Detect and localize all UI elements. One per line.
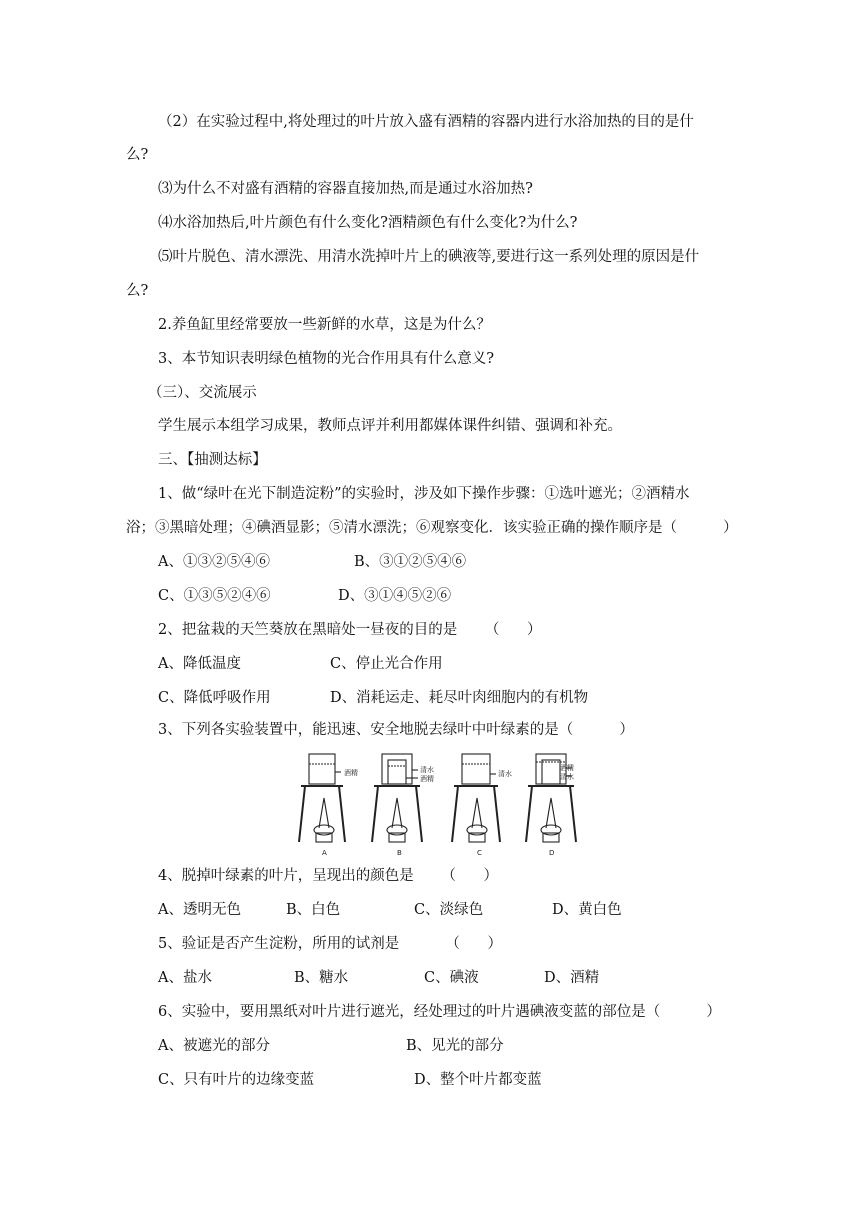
annotation-b-water: 清水	[420, 766, 434, 774]
question-4-option-b[interactable]: B、白色	[286, 902, 341, 918]
question-2-option-c[interactable]: C、停止光合作用	[330, 656, 443, 672]
section-test-heading: 三、【抽测达标】	[158, 452, 267, 468]
water-bath-apparatus-figure	[292, 750, 582, 860]
question-2-fish-tank: 2.养鱼缸里经常要放一些新鲜的水草，这是为什么？	[158, 317, 491, 333]
question-2-option-a[interactable]: A、降低温度	[158, 656, 241, 672]
apparatus-b	[372, 754, 422, 842]
q2-line-1: （2）在实验过程中,将处理过的叶片放入盛有酒精的容器内进行水浴加热的目的是什	[158, 114, 694, 130]
question-4-option-c[interactable]: C、淡绿色	[414, 902, 484, 918]
question-4-option-d[interactable]: D、黄白色	[552, 902, 622, 918]
annotation-b-alcohol: 酒精	[420, 775, 434, 783]
question-2-option-c2[interactable]: C、降低呼吸作用	[158, 690, 271, 706]
question-1-option-d[interactable]: D、③①④⑤②⑥	[338, 588, 452, 604]
question-2-stem: 2、把盆栽的天竺葵放在黑暗处一昼夜的目的是 （ ）	[158, 622, 542, 638]
figure-label-b: B	[397, 849, 402, 857]
section-exchange-heading: （三）、交流展示	[148, 385, 257, 401]
question-4-option-a[interactable]: A、透明无色	[158, 902, 241, 918]
question-5-option-d[interactable]: D、酒精	[544, 970, 600, 986]
question-6-stem: 6、实验中，要用黑纸对叶片进行遮光，经处理过的叶片遇碘液变蓝的部位是（ ）	[158, 1004, 721, 1020]
question-1-option-a[interactable]: A、①③②⑤④⑥	[158, 554, 270, 570]
exchange-paragraph: 学生展示本组学习成果，教师点评并利用都媒体课件纠错、强调和补充。	[158, 418, 622, 434]
apparatus-a	[299, 754, 345, 842]
q5-line-2: 么?	[126, 283, 149, 299]
q3-line: ⑶为什么不对盛有酒精的容器直接加热,而是通过水浴加热?	[158, 181, 533, 197]
question-3-significance: 3、本节知识表明绿色植物的光合作用具有什么意义?	[158, 351, 494, 367]
question-5-option-a[interactable]: A、盐水	[158, 970, 212, 986]
question-1-option-b[interactable]: B、③①②⑤④⑥	[354, 554, 467, 570]
question-3-stem: 3、下列各实验装置中，能迅速、安全地脱去绿叶中叶绿素的是（ ）	[158, 722, 634, 738]
figure-label-c: C	[477, 849, 482, 857]
question-5-option-c[interactable]: C、碘液	[424, 970, 479, 986]
figure-label-a: A	[322, 849, 327, 857]
question-6-option-b[interactable]: B、见光的部分	[406, 1038, 504, 1054]
question-2-option-d[interactable]: D、消耗运走、耗尽叶肉细胞内的有机物	[330, 690, 589, 706]
q5-line-1: ⑸叶片脱色、清水漂洗、用清水洗掉叶片上的碘液等,要进行这一系列处理的原因是什	[158, 249, 700, 265]
question-6-option-a[interactable]: A、被遮光的部分	[158, 1038, 270, 1054]
question-1-stem-line-1: 1、做“绿叶在光下制造淀粉”的实验时，涉及如下操作步骤：①选叶遮光；②酒精水	[158, 486, 690, 502]
question-6-option-d[interactable]: D、整个叶片都变蓝	[414, 1072, 542, 1088]
annotation-a-alcohol: 酒精	[344, 769, 358, 777]
annotation-d-alcohol: 酒精	[560, 764, 574, 772]
q4-line: ⑷水浴加热后,叶片颜色有什么变化?酒精颜色有什么变化?为什么?	[158, 215, 578, 231]
apparatus-c	[452, 754, 500, 842]
question-1-stem-line-2: 浴；③黑暗处理；④碘酒显影；⑤清水漂洗；⑥观察变化．该实验正确的操作顺序是（ ）	[126, 520, 738, 536]
figure-label-d: D	[549, 849, 555, 857]
question-1-option-c[interactable]: C、①③⑤②④⑥	[158, 588, 271, 604]
question-5-stem: 5、验证是否产生淀粉，所用的试剂是 （ ）	[158, 936, 502, 952]
annotation-c-water: 清水	[498, 770, 512, 778]
question-5-option-b[interactable]: B、糖水	[294, 970, 349, 986]
question-4-stem: 4、脱掉叶绿素的叶片，呈现出的颜色是 （ ）	[158, 868, 499, 884]
question-6-option-c[interactable]: C、只有叶片的边缘变蓝	[158, 1072, 315, 1088]
annotation-d-water: 清水	[560, 773, 574, 781]
q2-line-2: 么?	[126, 147, 149, 163]
